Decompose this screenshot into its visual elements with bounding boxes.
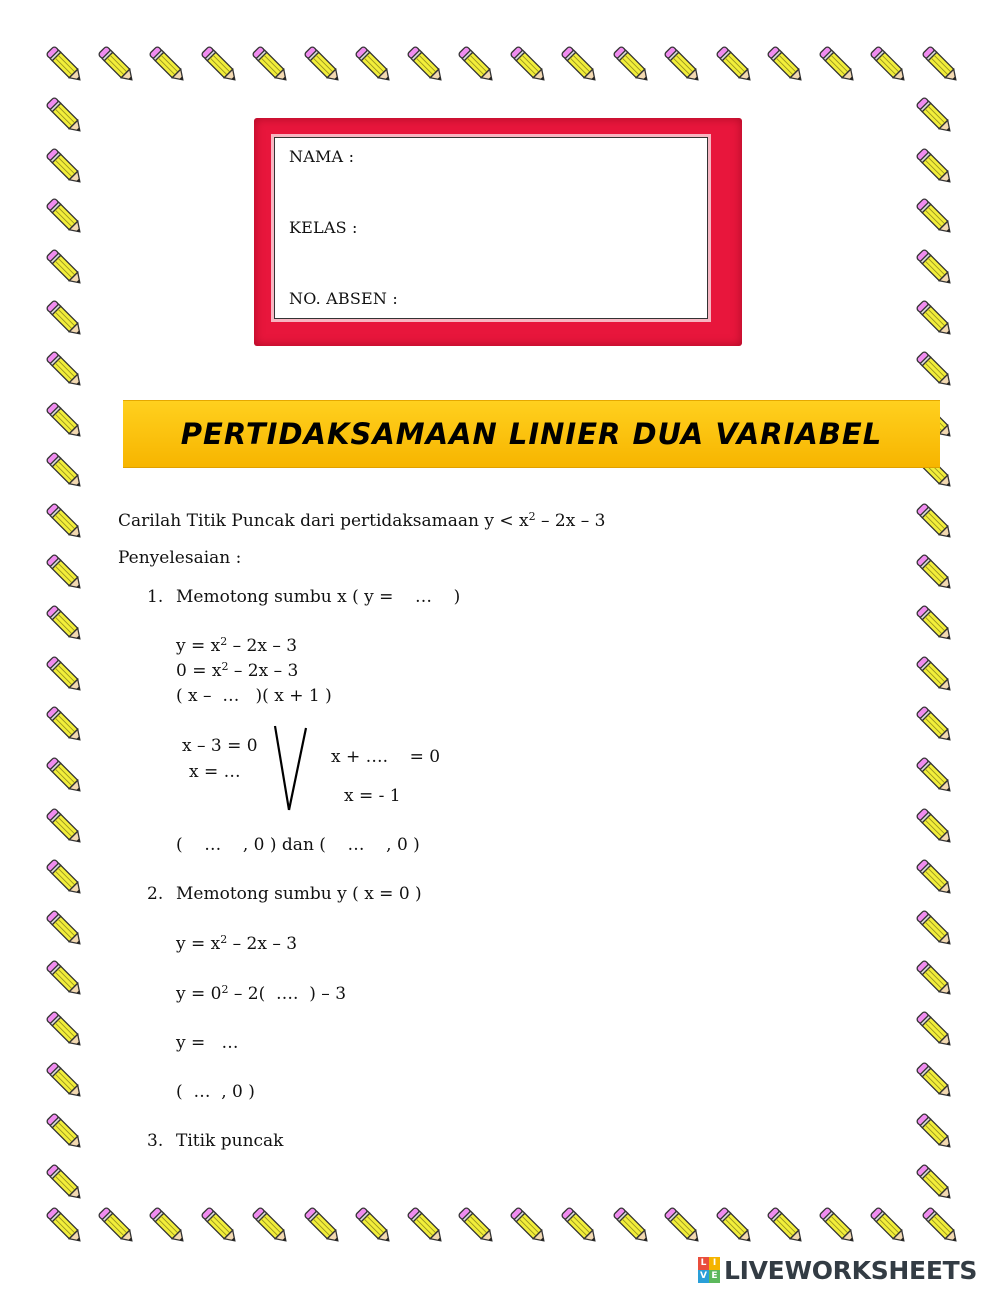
liveworksheets-logo-icon: L I V E	[698, 1257, 720, 1283]
pencil-icon	[42, 753, 88, 799]
pencil-icon	[912, 296, 958, 342]
pencil-icon	[918, 1203, 964, 1249]
pencil-icon	[197, 42, 243, 88]
pencil-icon	[712, 1203, 758, 1249]
pencil-icon	[866, 42, 912, 88]
pencil-icon	[763, 1203, 809, 1249]
pencil-icon	[300, 42, 346, 88]
pencil-icon	[454, 42, 500, 88]
pencil-icon	[506, 42, 552, 88]
pencil-icon	[712, 42, 758, 88]
step1-title: Memotong sumbu x ( y = … )	[176, 587, 461, 607]
pencil-icon	[557, 1203, 603, 1249]
step1-line2: $0 = x^2 - 2x - 3$	[176, 660, 299, 681]
pencil-icon	[351, 1203, 397, 1249]
pencil-icon	[815, 42, 861, 88]
class-label: KELAS :	[289, 218, 358, 237]
left-equation: x – 3 = 0	[182, 736, 258, 756]
pencil-icon	[912, 1007, 958, 1053]
pencil-icon	[912, 144, 958, 190]
pencil-icon	[42, 1109, 88, 1155]
pencil-icon	[912, 1160, 958, 1206]
question-text: Carilah Titik Puncak dari pertidaksamaan $y < x^2 - 2x - 3$	[118, 510, 606, 531]
pencil-icon	[912, 906, 958, 952]
pencil-icon	[94, 42, 140, 88]
pencil-icon	[557, 42, 603, 88]
pencil-icon	[42, 1058, 88, 1104]
name-label: NAMA :	[289, 147, 355, 166]
pencil-icon	[403, 1203, 449, 1249]
v-divider	[270, 722, 310, 814]
absen-label: NO. ABSEN :	[289, 289, 398, 308]
step3-title: Titik puncak	[176, 1131, 284, 1151]
pencil-icon	[94, 1203, 140, 1249]
pencil-icon	[912, 956, 958, 1002]
watermark-text: LIVEWORKSHEETS	[724, 1255, 978, 1285]
pencil-icon	[763, 42, 809, 88]
pencil-icon	[912, 753, 958, 799]
right-equation: x + …. = 0	[331, 747, 441, 767]
pencil-icon	[912, 804, 958, 850]
pencil-icon	[351, 42, 397, 88]
right-result: x = - 1	[344, 786, 401, 806]
pencil-icon	[912, 1109, 958, 1155]
pencil-icon	[42, 42, 88, 88]
page-title: PERTIDAKSAMAAN LINIER DUA VARIABEL	[180, 417, 883, 451]
pencil-icon	[300, 1203, 346, 1249]
step1-line3: ( x – … )( x + 1 )	[176, 686, 332, 706]
student-info-frame	[254, 118, 742, 346]
pencil-icon	[42, 1203, 88, 1249]
pencil-icon	[42, 296, 88, 342]
step3-number: 3.	[147, 1131, 164, 1151]
pencil-icon	[42, 804, 88, 850]
pencil-icon	[42, 702, 88, 748]
left-result: x = …	[189, 762, 241, 782]
pencil-icon	[506, 1203, 552, 1249]
pencil-icon	[660, 1203, 706, 1249]
pencil-icon	[42, 93, 88, 139]
step2-title: Memotong sumbu y ( x = 0 )	[176, 884, 422, 904]
pencil-icon	[42, 1160, 88, 1206]
pencil-icon	[609, 1203, 655, 1249]
pencil-icon	[42, 499, 88, 545]
pencil-icon	[42, 855, 88, 901]
pencil-icon	[197, 1203, 243, 1249]
step1-points: ( … , 0 ) dan ( … , 0 )	[176, 835, 420, 855]
liveworksheets-logo	[698, 1256, 977, 1284]
step2-line3: y = …	[176, 1033, 239, 1053]
pencil-icon	[42, 398, 88, 444]
pencil-icon	[42, 347, 88, 393]
step2-line1: $y = x^2 - 2x - 3$	[176, 933, 298, 954]
pencil-icon	[912, 93, 958, 139]
pencil-icon	[918, 42, 964, 88]
pencil-icon	[248, 42, 294, 88]
pencil-icon	[912, 855, 958, 901]
pencil-icon	[42, 448, 88, 494]
pencil-icon	[145, 1203, 191, 1249]
pencil-icon	[912, 245, 958, 291]
pencil-icon	[912, 550, 958, 596]
pencil-icon	[403, 42, 449, 88]
pencil-icon	[912, 652, 958, 698]
pencil-icon	[912, 1058, 958, 1104]
pencil-icon	[145, 42, 191, 88]
step2-point: ( … , 0 )	[176, 1082, 255, 1102]
pencil-icon	[609, 42, 655, 88]
pencil-icon	[42, 956, 88, 1002]
pencil-icon	[42, 194, 88, 240]
pencil-icon	[912, 702, 958, 748]
step1-line1: $y = x^2 - 2x - 3$	[176, 635, 298, 656]
step2-line2: $y = 0^2 - 2$( …. ) – 3	[176, 983, 347, 1004]
pencil-icon	[248, 1203, 294, 1249]
pencil-icon	[660, 42, 706, 88]
pencil-icon	[42, 245, 88, 291]
pencil-icon	[866, 1203, 912, 1249]
pencil-icon	[815, 1203, 861, 1249]
title-banner	[123, 400, 940, 468]
pencil-icon	[42, 1007, 88, 1053]
pencil-icon	[42, 601, 88, 647]
pencil-icon	[912, 347, 958, 393]
step2-number: 2.	[147, 884, 164, 904]
pencil-icon	[42, 906, 88, 952]
pencil-icon	[912, 194, 958, 240]
student-info-box	[274, 137, 708, 319]
pencil-icon	[912, 601, 958, 647]
solution-label: Penyelesaian :	[118, 548, 242, 568]
pencil-icon	[42, 144, 88, 190]
pencil-icon	[454, 1203, 500, 1249]
step1-number: 1.	[147, 587, 164, 607]
pencil-icon	[912, 499, 958, 545]
pencil-icon	[42, 550, 88, 596]
pencil-icon	[42, 652, 88, 698]
